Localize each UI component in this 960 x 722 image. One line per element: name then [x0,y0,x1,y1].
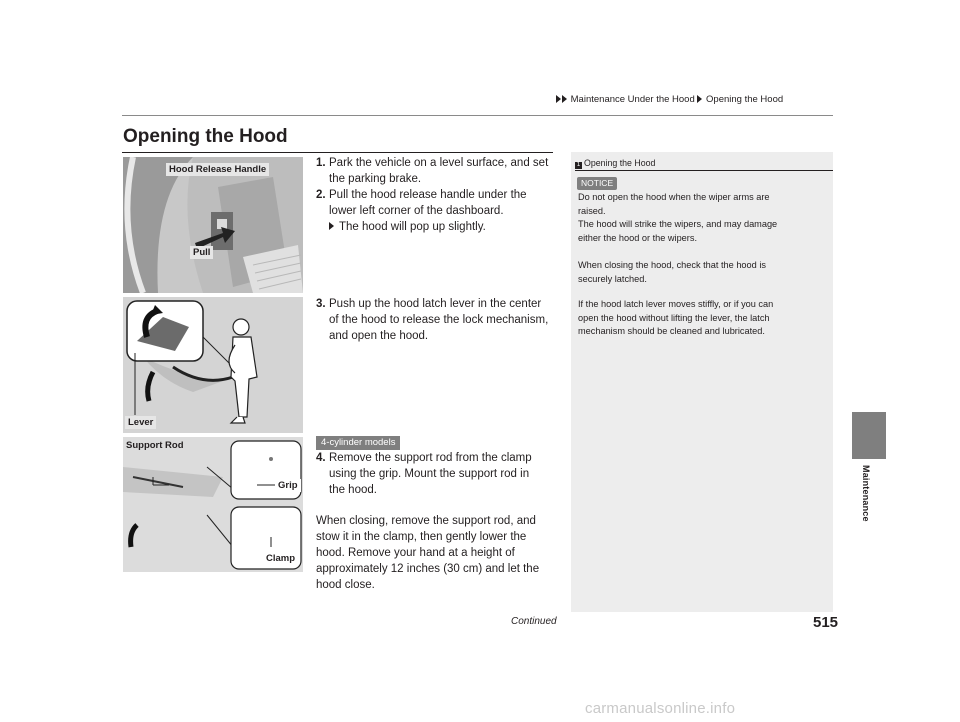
note-ref-icon: 1 [576,162,581,168]
breadcrumb [556,94,783,105]
title-rule [122,152,553,153]
step-4: 4. Remove the support rod from the clamp using the grip. Mount the support rod in the hood. [316,452,532,496]
breadcrumb-arrow-icon [556,95,561,103]
note-paragraph-1: Do not open the hood when the wiper arms are raised. The hood will strike the wipers, and may damage either the hood or the wipers. [578,192,778,243]
step-1: 1. Park the vehicle on a level surface, and set the parking brake. [316,157,549,185]
page-title: Opening the Hood [123,126,288,147]
hood-release-illustration [123,157,303,293]
note-paragraph-2: When closing the hood, check that the hood is securely latched. [578,260,766,284]
notice-badge: NOTICE [577,177,617,190]
breadcrumb-arrow-icon [697,95,702,103]
step-3: 3. Push up the hood latch lever in the center of the hood to release the lock mechanism, and open the hood. [316,298,549,342]
figure-hood-latch-lever [123,297,303,433]
figure-hood-release-handle [123,157,303,293]
lever-illustration [123,297,303,433]
figure-support-rod [123,437,303,572]
label-clamp: Clamp [263,552,298,565]
breadcrumb-arrow-icon [562,95,567,103]
watermark: carmanualsonline.info [585,700,736,717]
model-badge: 4-cylinder models [316,436,400,450]
page-number: 515 [813,614,839,631]
note-heading: 1 Opening the Hood [576,158,656,168]
label-pull: Pull [190,246,213,259]
result-arrow-icon [329,222,334,230]
side-tab-label: Maintenance [861,465,871,522]
breadcrumb-item-current[interactable]: Opening the Hood [706,94,784,105]
label-lever: Lever [125,416,156,429]
label-grip: Grip [275,479,301,492]
breadcrumb-item-section[interactable]: Maintenance Under the Hood [570,94,695,105]
note-paragraph-3: If the hood latch lever moves stiffly, or if you can open the hood without lifting the lever, the latch mechanism should be cleaned and lubricated. [578,299,774,336]
note-rule [575,170,833,171]
label-support-rod: Support Rod [126,440,184,451]
closing-paragraph: When closing, remove the support rod, and stow it in the clamp, then gently lower the hood. Remove your hand at a height of approximately 12 inches (30 cm) and let the hood close. [316,515,540,591]
label-hood-release-handle: Hood Release Handle [166,163,269,176]
step-2: 2. Pull the hood release handle under the lower left corner of the dashboard. The hood will pop up slightly. [316,189,527,233]
header-rule [122,115,833,116]
continued-label: Continued [511,616,557,627]
side-tab-marker[interactable] [852,412,886,459]
